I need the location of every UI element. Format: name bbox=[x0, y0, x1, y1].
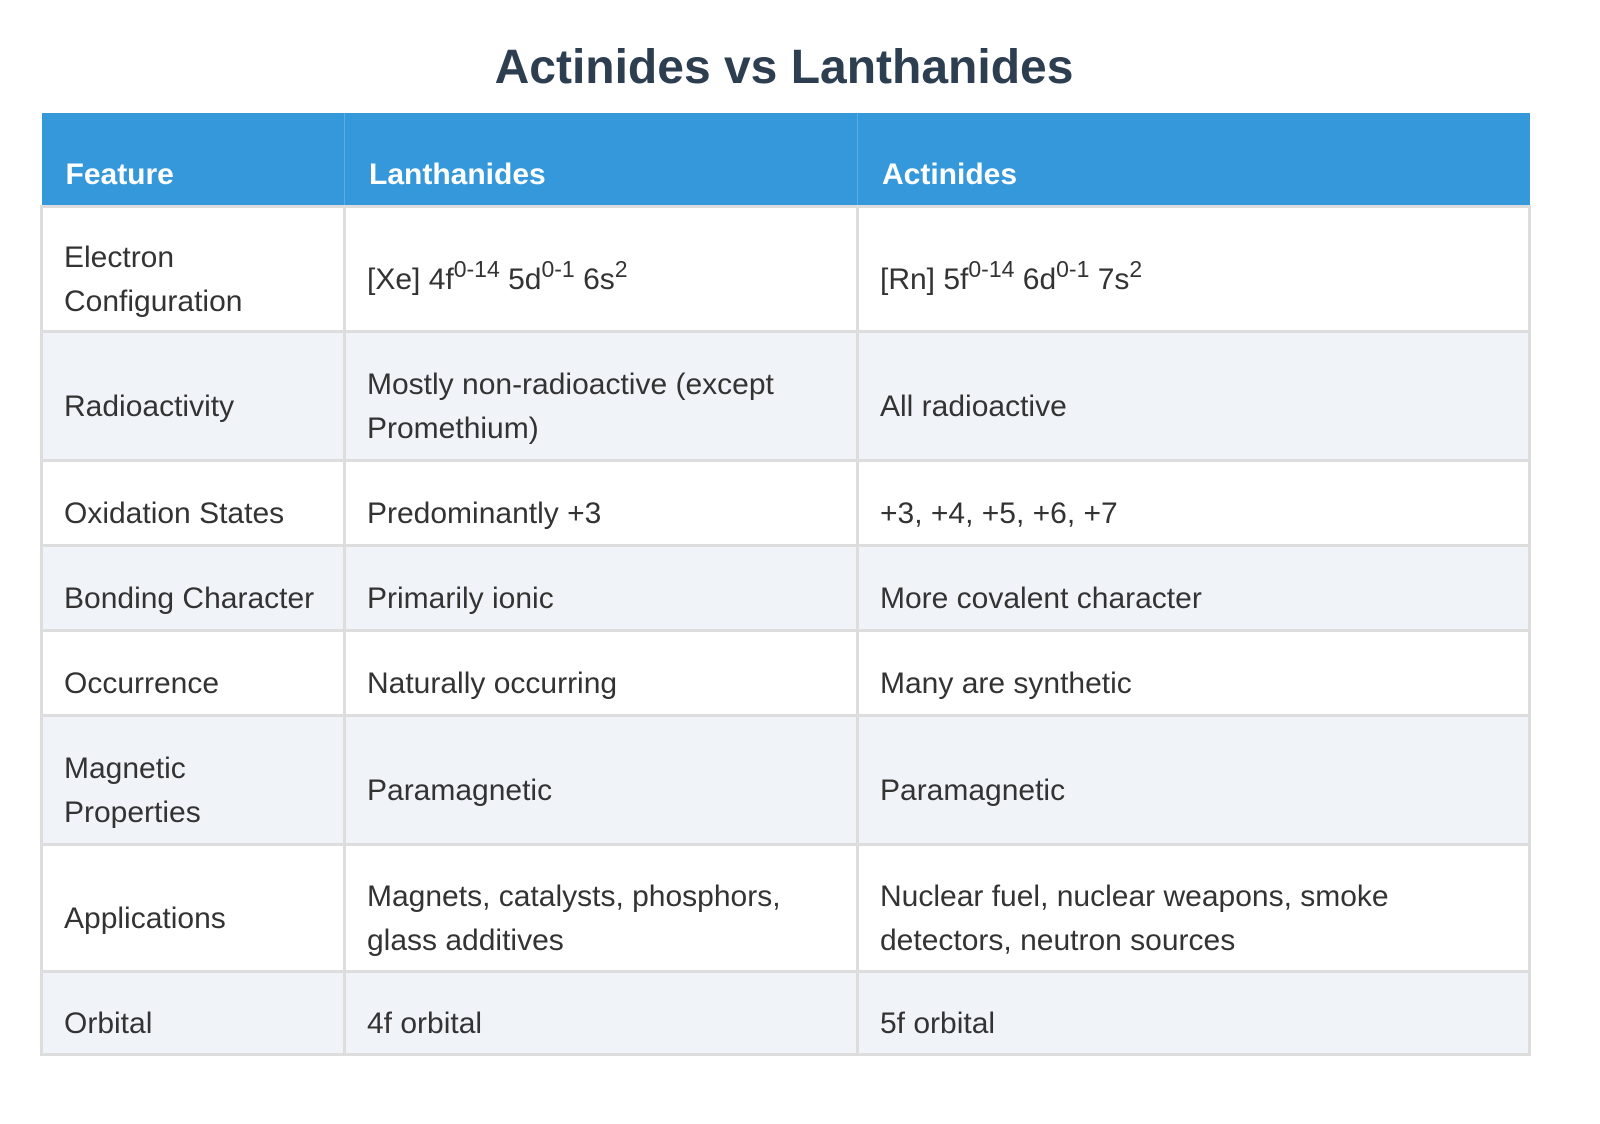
feature-cell: Electron Configuration bbox=[42, 207, 345, 332]
feature-cell: Orbital bbox=[42, 972, 345, 1055]
feature-cell: Applications bbox=[42, 845, 345, 972]
table-row bbox=[42, 207, 1530, 332]
table-row bbox=[42, 631, 1530, 716]
lanthanides-cell: Paramagnetic bbox=[345, 716, 858, 845]
lanthanides-cell: Predominantly +3 bbox=[345, 461, 858, 546]
table-row bbox=[42, 845, 1530, 972]
table-row bbox=[42, 716, 1530, 845]
page-title: Actinides vs Lanthanides bbox=[494, 41, 1074, 94]
comparison-table bbox=[40, 113, 1531, 1056]
lanthanides-cell: Magnets, catalysts, phosphors, glass additives bbox=[345, 845, 858, 972]
actinides-cell: [Rn] $5f^{0-14}$ $6d^{0-1}$ $7s^2$ bbox=[858, 207, 1530, 332]
actinides-cell: Many are synthetic bbox=[858, 631, 1530, 716]
actinides-cell: +3, +4, +5, +6, +7 bbox=[858, 461, 1530, 546]
lanthanides-cell: Mostly non-radioactive (except Promethium) bbox=[345, 332, 858, 461]
feature-cell: Occurrence bbox=[42, 631, 345, 716]
lanthanides-cell: Naturally occurring bbox=[345, 631, 858, 716]
feature-cell: Oxidation States bbox=[42, 461, 345, 546]
actinides-cell: Paramagnetic bbox=[858, 716, 1530, 845]
lanthanides-cell: 4f orbital bbox=[345, 972, 858, 1055]
lanthanides-cell: Primarily ionic bbox=[345, 546, 858, 631]
actinides-cell: All radioactive bbox=[858, 332, 1530, 461]
feature-cell: Radioactivity bbox=[42, 332, 345, 461]
table-row bbox=[42, 461, 1530, 546]
actinides-cell: More covalent character bbox=[858, 546, 1530, 631]
actinides-cell: 5f orbital bbox=[858, 972, 1530, 1055]
header-feature: Feature bbox=[42, 113, 345, 207]
header-lanthanides: Lanthanides bbox=[345, 113, 858, 207]
table-row bbox=[42, 546, 1530, 631]
table-row bbox=[42, 332, 1530, 461]
feature-cell: Magnetic Properties bbox=[42, 716, 345, 845]
header-actinides: Actinides bbox=[858, 113, 1530, 207]
actinides-cell: Nuclear fuel, nuclear weapons, smoke detectors, neutron sources bbox=[858, 845, 1530, 972]
table-row bbox=[42, 972, 1530, 1055]
table-header-row bbox=[42, 113, 1530, 207]
lanthanides-cell: [Xe] $4f^{0-14}$ $5d^{0-1}$ $6s^2$ bbox=[345, 207, 858, 332]
feature-cell: Bonding Character bbox=[42, 546, 345, 631]
